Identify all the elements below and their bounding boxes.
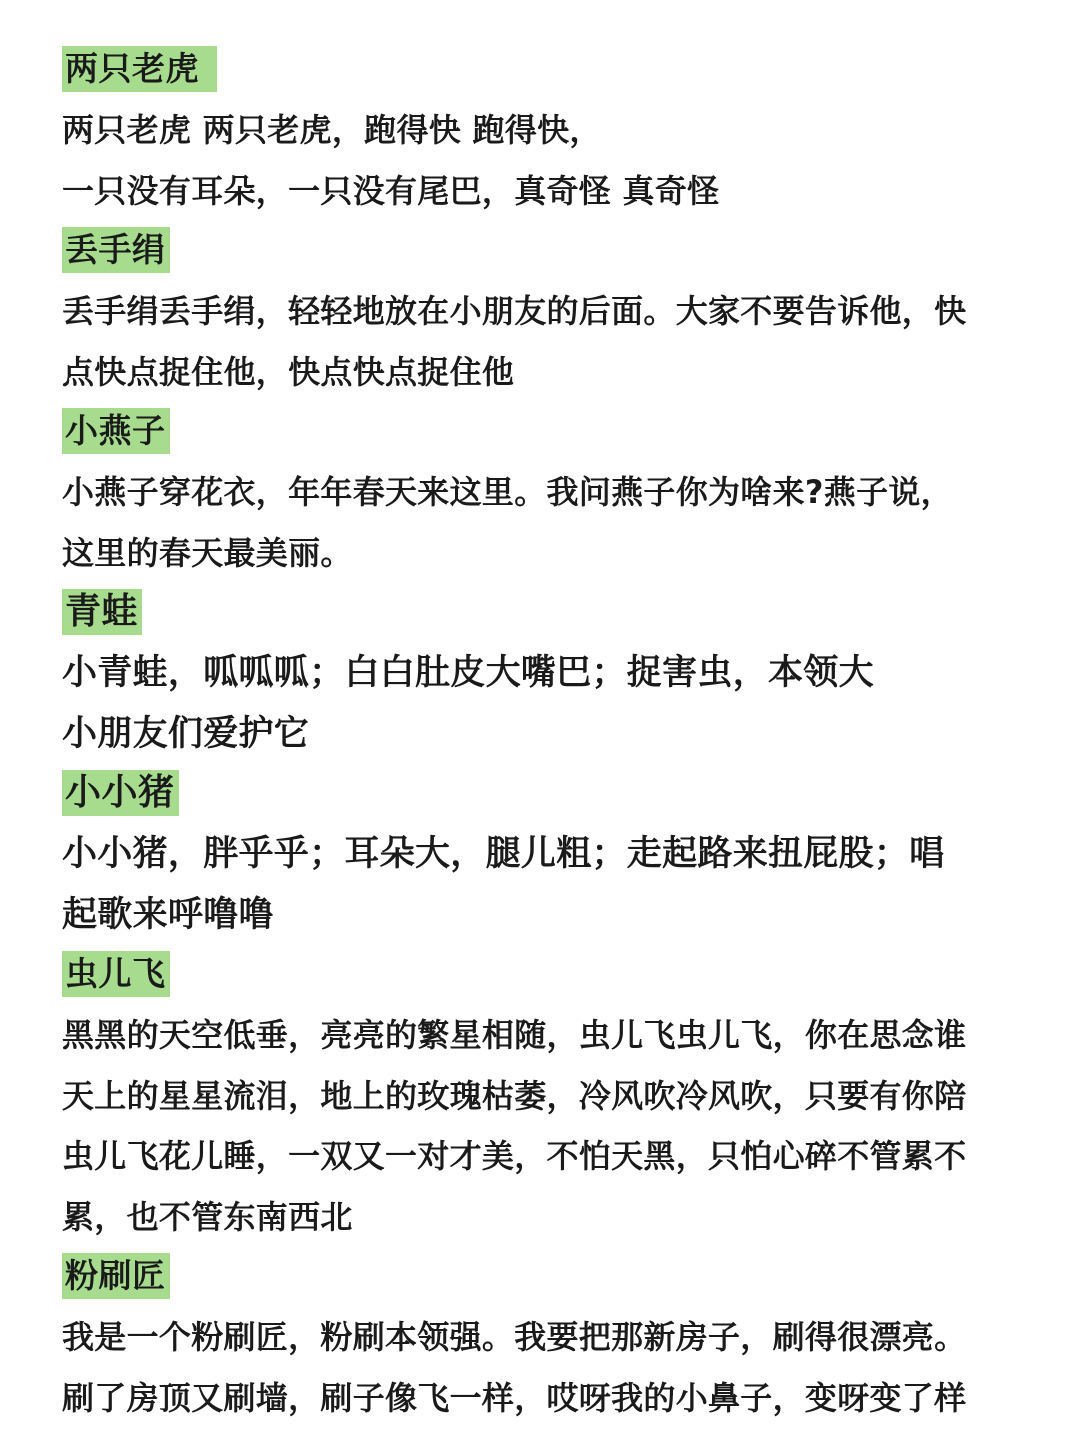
song-title: 粉刷匠 [62, 1253, 170, 1299]
lyric-line: 虫儿飞花儿睡，一双又一对才美，不怕天黑，只怕心碎不管累不 [62, 1137, 967, 1175]
lyric-line: 累，也不管东南西北 [62, 1197, 353, 1236]
song-section-xiaoxiaozhu [62, 764, 1032, 945]
song-section-liangzhilaohu [62, 40, 1032, 221]
song-title: 小燕子 [62, 408, 170, 454]
lyric-line: 天上的星星流泪，地上的玫瑰枯萎，冷风吹冷风吹，只要有你陪 [62, 1076, 967, 1115]
lyric-line: 两只老虎 两只老虎，跑得快 跑得快， [62, 111, 602, 149]
lyric-line: 刷了房顶又刷墙，刷子像飞一样，哎呀我的小鼻子，变呀变了样 [62, 1378, 967, 1417]
lyric-line: 小朋友们爱护它 [62, 713, 310, 754]
song-title: 虫儿飞 [62, 951, 170, 997]
song-section-xiaoyanzi [62, 402, 1032, 583]
lyric-line: 小青蛙，呱呱呱；白白肚皮大嘴巴；捉害虫，本领大 [62, 653, 874, 693]
lyric-line: 丢手绢丢手绢，轻轻地放在小朋友的后面。大家不要告诉他，快 [62, 292, 967, 330]
lyric-line: 小小猪，胖乎乎；耳朵大，腿儿粗；走起路来扭屁股；唱 [62, 834, 945, 874]
song-title: 丢手绢 [62, 227, 170, 273]
song-section-fenshuajiang [62, 1247, 1032, 1428]
lyric-line: 一只没有耳朵，一只没有尾巴，真奇怪 真奇怪 [62, 171, 720, 210]
lyric-line: 点快点捉住他，快点快点捉住他 [62, 352, 515, 391]
lyric-line: 小燕子穿花衣，年年春天来这里。我问燕子你为啥来?燕子说， [62, 473, 953, 511]
lyric-line: 我是一个粉刷匠，粉刷本领强。我要把那新房子，刷得很漂亮。 [62, 1318, 967, 1356]
lyric-line: 起歌来呼噜噜 [62, 894, 274, 935]
song-title: 两只老虎 [62, 46, 217, 92]
lyric-line: 黑黑的天空低垂，亮亮的繁星相随，虫儿飞虫儿飞，你在思念谁 [62, 1016, 967, 1054]
song-title: 小小猪 [62, 770, 179, 816]
song-section-diushoujuan [62, 221, 1032, 402]
song-section-chongerfei [62, 945, 1032, 1247]
lyric-line: 这里的春天最美丽。 [62, 533, 353, 572]
song-title: 青蛙 [62, 589, 142, 635]
song-section-qingwa [62, 583, 1032, 764]
